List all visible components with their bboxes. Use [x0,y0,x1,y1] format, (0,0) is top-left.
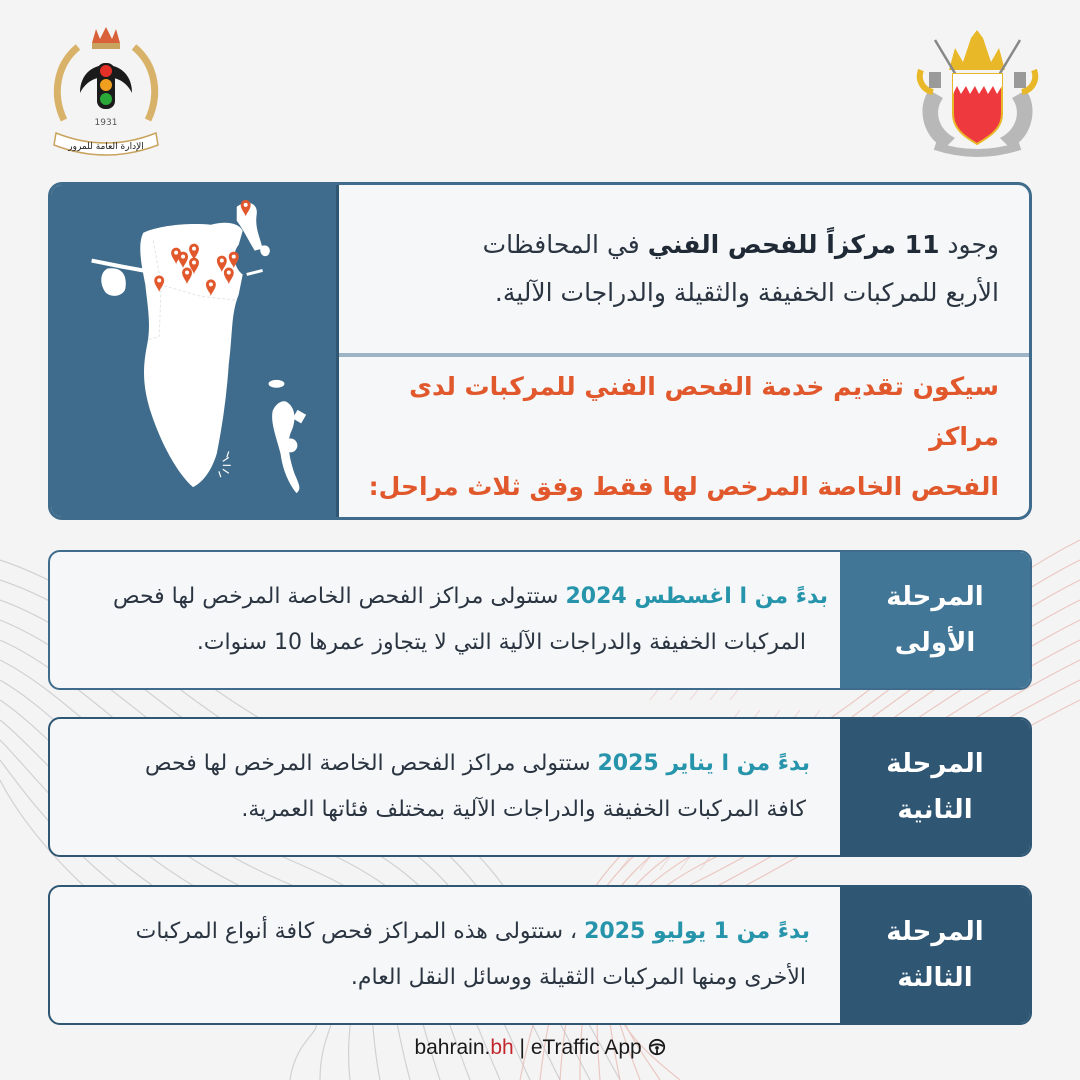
phase-2-date: بدءً من ا يناير 2025 [597,751,810,776]
phase-card-1 [48,550,1032,690]
phase-label-line: المرحلة [886,917,984,947]
notice-line-1: سيكون تقديم خدمة الفحص الفني للمركبات لدى مراكز [409,372,999,451]
traffic-directorate-logo [50,25,162,157]
phase-3-label [840,887,1030,1023]
bahrain-map [51,185,336,517]
intro-line-1 [339,221,999,269]
traffic-logo-caption: الإدارة العامة للمرور [68,142,144,152]
intro-line-2: الأربع للمركبات الخفيفة والثقيلة والدراجات الآلية. [494,278,999,307]
phase-1-label [840,552,1030,688]
phase-1-line-2: المركبات الخفيفة والدراجات الآلية التي لا يتجاوز عمرها 10 سنوات. [196,630,806,655]
phase-2-line-1 [64,741,828,787]
footer-app-name[interactable]: eTraffic App [530,1036,648,1059]
phase-1-line-1 [64,574,828,620]
top-text-panel [336,185,1029,517]
phase-label-line: الثانية [897,795,973,825]
notice-section [339,357,1029,517]
phase-3-description [50,887,840,1023]
phase-card-3 [48,885,1032,1025]
phase-label-line: المرحلة [886,749,984,779]
notice-line-2: الفحص الخاصة المرخص لها فقط وفق ثلاث مراحل: [368,472,999,501]
footer-site-name: bahrain. [414,1036,491,1059]
intro-text: وجود [939,230,999,259]
bahrain-map-graphic [51,185,336,517]
phase-2-description [50,719,840,855]
phase-3-line-2: الأخرى ومنها المركبات الثقيلة ووسائل النقل العام. [350,965,806,990]
phase-3-text: ، ستتولى هذه المراكز فحص كافة أنواع المركبات [135,919,585,944]
phase-2-line-2: كافة المركبات الخفيفة والدراجات الآلية بمختلف فئاتها العمرية. [241,797,806,822]
phase-1-date: بدءً من ا اغسطس 2024 [565,584,828,609]
svg-text:1931: 1931 [94,118,118,128]
phase-2-label [840,719,1030,855]
intro-bold-text: 11 مركزاً للفحص الفني [647,230,940,259]
phase-card-2 [48,717,1032,857]
phase-1-text: ستتولى مراكز الفحص الخاصة المرخص لها فحص [113,584,566,609]
steering-wheel-icon [648,1038,666,1056]
intro-section [339,185,1029,353]
footer-separator: | [513,1036,531,1059]
phase-3-date: بدءً من 1 يوليو 2025 [584,919,810,944]
phase-3-line-1 [64,909,828,955]
phase-2-text: ستتولى مراكز الفحص الخاصة المرخص لها فحص [145,751,598,776]
footer-site-tld: bh [490,1036,514,1059]
phase-1-description [50,552,840,688]
phase-label-line: الثالثة [897,963,973,993]
top-info-card [48,182,1032,520]
intro-text: في المحافظات [482,230,648,259]
phase-label-line: الأولى [894,628,976,658]
footer [0,1036,1080,1060]
phase-label-line: المرحلة [886,582,984,612]
footer-site-link[interactable] [414,1036,513,1059]
bahrain-police-logo [915,20,1040,160]
